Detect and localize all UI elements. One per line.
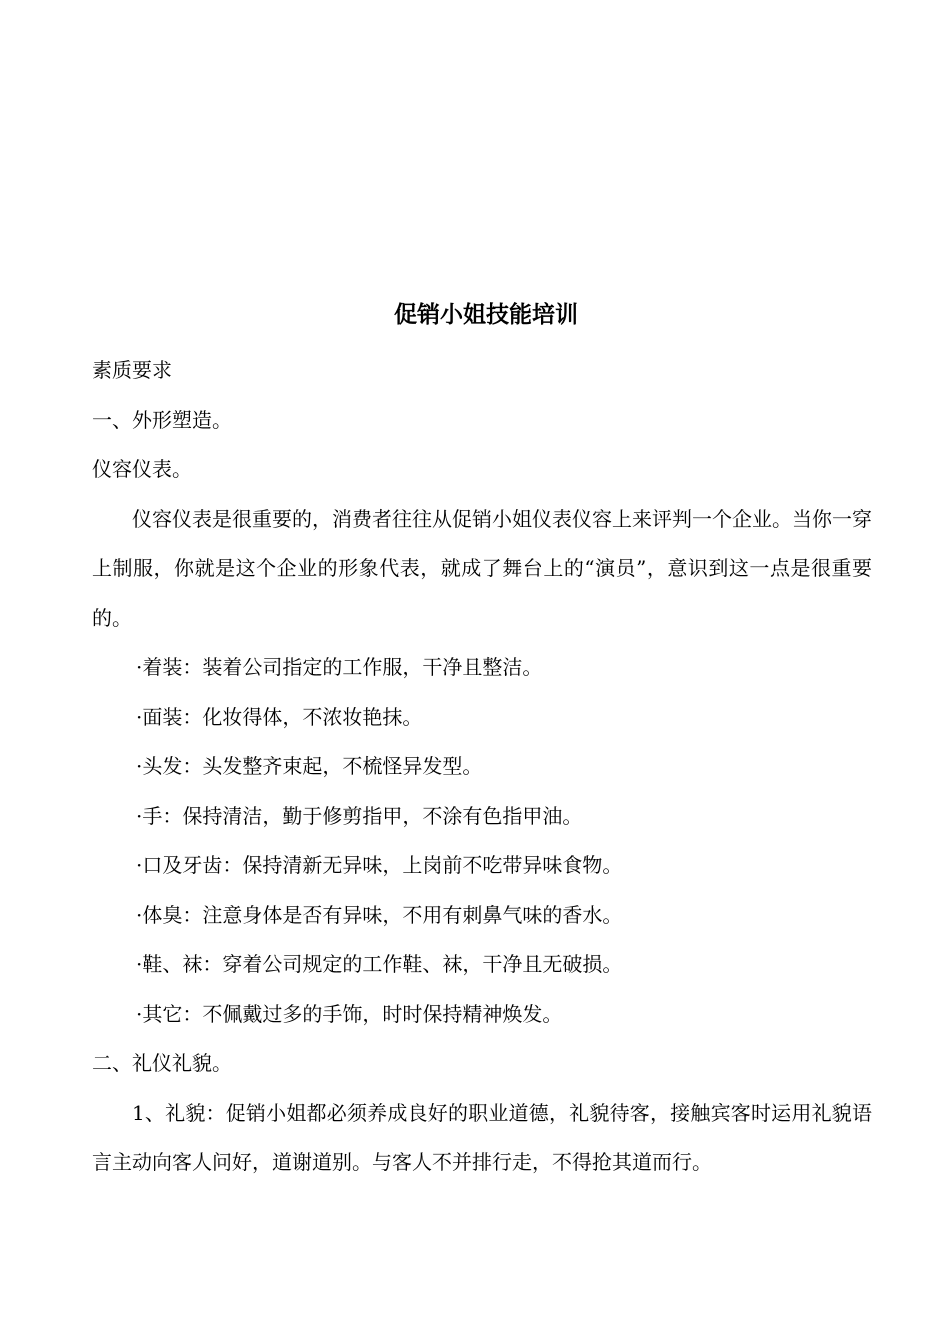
bullet-hands: ·手：保持清洁，勤于修剪指甲，不涂有色指甲油。 [136, 803, 583, 828]
bullet-clothing: ·着装：装着公司指定的工作服，干净且整洁。 [136, 655, 543, 679]
bullet-body-odor: ·体臭：注意身体是否有异味，不用有刺鼻气味的香水。 [136, 902, 623, 927]
bullet-shoes-socks: ·鞋、袜：穿着公司规定的工作鞋、袜，干净且无破损。 [136, 952, 623, 976]
document-title: 促销小姐技能培训 [394, 301, 578, 328]
bullet-hair: ·头发：头发整齐束起，不梳怪异发型。 [136, 754, 483, 778]
paragraph-courtesy: 1、礼貌：促销小姐都必须养成良好的职业道德，礼貌待客，接触宾客时运用礼貌语言主动向客人问好，道谢道别。与客人不并排行走，不得抢其道而行。 [92, 1100, 872, 1174]
section-heading-appearance-shaping: 一、外形塑造。 [92, 407, 232, 432]
bullet-other: ·其它：不佩戴过多的手饰，时时保持精神焕发。 [136, 1001, 563, 1026]
subheading-appearance: 仪容仪表。 [92, 457, 192, 481]
bullet-makeup: ·面装：化妆得体，不浓妆艳抹。 [136, 704, 423, 729]
document-page [92, 296, 872, 1188]
heading-quality-requirements: 素质要求 [92, 358, 172, 382]
section-heading-etiquette: 二、礼仪礼貌。 [92, 1051, 232, 1075]
paragraph-appearance-importance: 仪容仪表是很重要的，消费者往往从促销小姐仪表仪容上来评判一个企业。当你一穿上制服，你就是这个企业的形象代表，就成了舞台上的“演员”，意识到这一点是很重要的。 [92, 506, 872, 630]
bullet-mouth-teeth: ·口及牙齿：保持清新无异味，上岗前不吃带异味食物。 [136, 853, 623, 877]
